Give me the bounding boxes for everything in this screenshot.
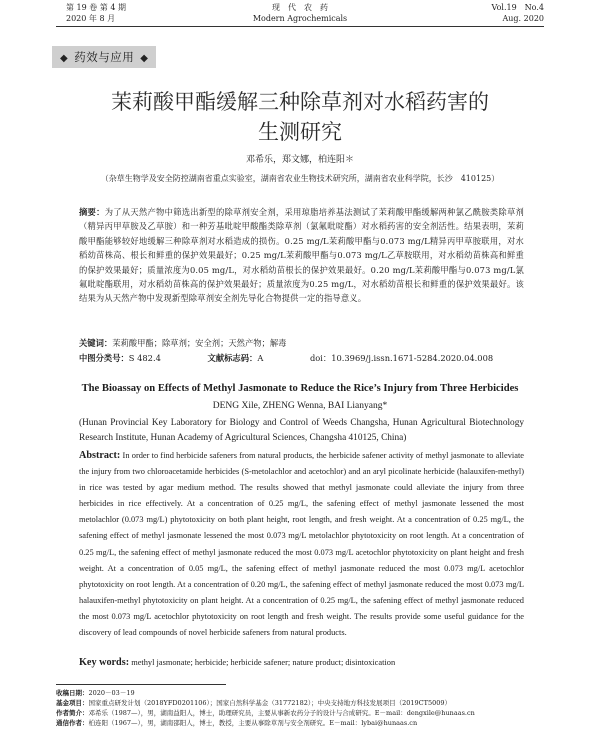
abstract-cn (79, 205, 524, 306)
header-date-cn: 2020 年 8 月 (66, 14, 116, 23)
authors-en: DENG Xile, ZHENG Wenna, BAI Lianyang* (212, 401, 388, 411)
title-cn-line-2: 生测研究 (258, 120, 342, 144)
section-tag (52, 46, 156, 68)
keywords-en-label: Key words: (79, 657, 130, 668)
footnote-corresponding-author: 通信作者：柏连阳（1967—），男，湖南邵阳人，博士，教授，主要从事除草剂与安全剂研究。E－mail：lybai@hunaas.cn (56, 719, 418, 727)
paper-title-en: The Bioassay on Effects of Methyl Jasmonate to Reduce the Rice’s Injury from Three Herbicides (81, 383, 519, 394)
affiliation-en: (Hunan Provincial Key Laboratory for Biology and Control of Weeds Changsha, Hunan Agricultural Biotechnology Research Institute, Hunan Academy of Agricultural Sciences, Changsha 410125, China) (79, 418, 524, 443)
doc-code-value: A (257, 353, 264, 363)
header-journal-cn: 现 代 农 药 (272, 3, 328, 12)
classification-line (79, 351, 524, 365)
section-tag-label: 药效与应用 (74, 50, 135, 64)
doi[interactable]: doi：10.3969/j.issn.1671-5284.2020.04.008 (309, 353, 494, 363)
keywords-cn-text: 茉莉酸甲酯；除草剂；安全剂；天然产物；解毒 (112, 338, 287, 348)
abstract-cn-text: 为了从天然产物中筛选出新型的除草剂安全剂，采用琼脂培养基法测试了茉莉酸甲酯缓解两种氯乙酰胺类除草剂（精异丙甲草胺及乙草胺）和一种芳基吡啶甲酸酯类除草剂（氯氟吡啶酯）对水稻药害的安全剂活性。结果表明，茉莉酸甲酯能够较好地缓解三种除草剂对水稻造成的损伤。0.25 mg/L茉莉酸甲酯与0.073 mg/L精异丙甲草胺联用，对水稻幼苗株高、根长和鲜重的保护效果最好；0.25 mg/L茉莉酸甲酯与0.073 mg/L乙草胺联用，对水稻幼苗株高和鲜重的保护效果最好；质量浓度为0.05 mg/L，对水稻幼苗根长的保护效果最好。0.20 mg/L茉莉酸甲酯与0.073 mg/L氯氟吡啶酯联用，对水稻幼苗株高的保护效果最好；质量浓度为0.25 mg/L，对水稻幼苗根长和鲜重的保护效果最好。该结果为从天然产物中发现新型除草剂安全剂先导化合物提供一定的指导意义。 (79, 207, 525, 304)
keywords-cn (79, 336, 524, 350)
paper-title-cn (40, 87, 560, 147)
footnote-received: 收稿日期：2020－03－19 (56, 689, 135, 697)
abstract-cn-label: 摘要： (79, 207, 105, 217)
clc-label: 中图分类号： (79, 353, 129, 363)
header-date-en: Aug. 2020 (502, 14, 544, 23)
abstract-en-label: Abstract: (79, 450, 121, 461)
clc-value: S 482.4 (128, 353, 161, 363)
affiliation-cn: （杂草生物学及安全防控湖南省重点实验室，湖南省农业生物技术研究所，湖南省农业科学院，长沙 410125） (100, 174, 500, 183)
keywords-cn-label: 关键词： (79, 338, 113, 348)
doc-code-label: 文献标志码： (207, 353, 258, 363)
footnotes (56, 688, 560, 728)
header-volume-cn: 第 19 卷 第 4 期 (66, 3, 126, 12)
footnote-funding: 基金项目：国家重点研发计划（2018YFD0201106）；国家自然科学基金（31772182）；中央支持地方科技发展项目（2019CT5009） (56, 699, 451, 707)
abstract-en-text: In order to find herbicide safeners from natural products, the herbicide safener activity of methyl jasmonate to alleviate the injury from two chloroacetamide herbicides (S-metolachlor and acetochlor) and an aryl picolinate herbicide (halauxifen-methyl) in rice was tested by agar medium method. The results showed that methyl jasmonate could alleviate the injury from three herbicides in rice effectively. At a concentration of 0.25 mg/L, the safening effect of methyl jasmonate lessened the most metolachlor (0.073 mg/L) phytotoxicity on both plant height, root length, and fresh weight. At a concentration of 0.25 mg/L, the safening effect of methyl jasmonate lessened the most 0.073 mg/L metolachlor phytotoxicity on root length. At a concentration of 0.25 mg/L, the safening effect of methyl jasmonate reduced the most 0.073 mg/L acetochlor phytotoxicity on plant height and fresh weight. At a concentration of 0.05 mg/L, the safening effect of methyl jasmonate reduced the most 0.073 mg/L acetochlor phytotoxicity on root length. At a concentration of 0.20 mg/L, the safening effect of methyl jasmonate reduced the most 0.073 mg/L halauxifen-methyl phytotoxicity on plant height. At a concentration of 0.25 mg/L, the safening effect of methyl jasmonate reduced the most 0.073 mg/L acetochlor phytotoxicity on root length and fresh weight. The results provide some useful guidance for the discovery of lead compounds of novel herbicide safeners from natural products. (79, 451, 524, 638)
running-header (56, 2, 544, 27)
footnote-first-author: 作者简介：邓希乐（1987—），男，湖南益阳人，博士，助理研究员，主要从事新农药分子的设计与合成研究。E－mail：dengxile@hunaas.cn (56, 709, 475, 717)
header-center (56, 2, 544, 24)
header-volume-en: Vol.19 No.4 (491, 3, 544, 12)
diamond-icon: ◆ (60, 53, 69, 64)
diamond-icon: ◆ (140, 53, 149, 64)
header-right (492, 2, 544, 24)
keywords-en-text: methyl jasmonate; herbicide; herbicide safener; nature product; disintoxication (131, 658, 396, 667)
header-journal-en: Modern Agrochemicals (252, 14, 348, 23)
abstract-en (79, 448, 524, 641)
title-cn-line-1: 茉莉酸甲酯缓解三种除草剂对水稻药害的 (111, 90, 489, 114)
authors-cn: 邓希乐，郑文娜，柏连阳＊ (245, 155, 354, 165)
keywords-en (79, 657, 524, 668)
footnote-rule (56, 684, 226, 685)
